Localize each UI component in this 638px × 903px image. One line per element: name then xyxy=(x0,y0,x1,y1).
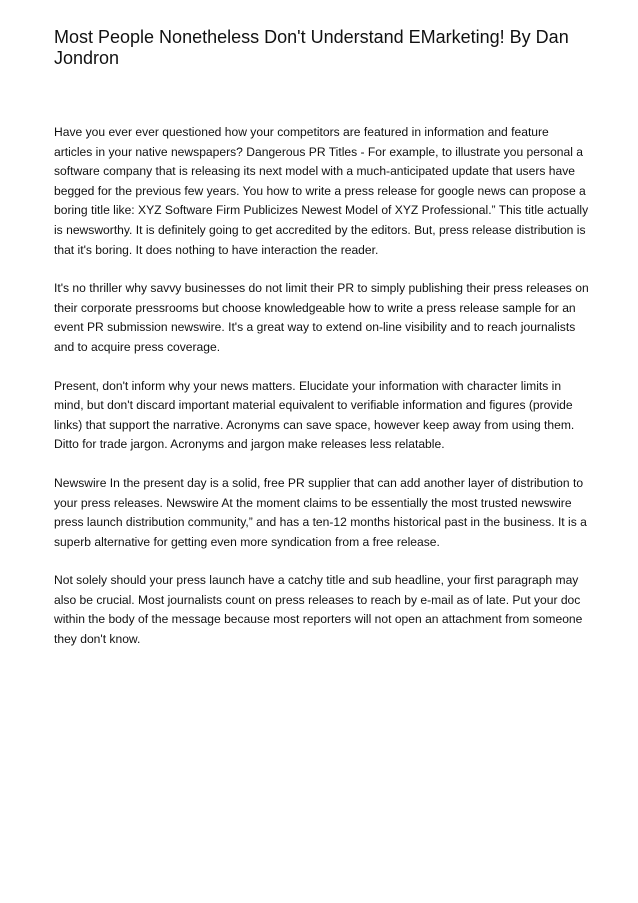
paragraph-3: Present, don't inform why your news matters. Elucidate your information with character limits in mind, but don't discard important material equivalent to verifiable information and figures (provide links) that support the narrative. Acronyms can save space, however keep away from using them. Ditto for trade jargon. Acronyms and jargon make releases less relatable. xyxy=(54,378,575,452)
paragraph-1: Have you ever ever questioned how your competitors are featured in information and feature articles in your native newspapers? Dangerous PR Titles - For example, to illustrate you personal a software company that is releasing its next model with a much-anticipated update that users have begged for the previous few years. You how to write a press release for google news can propose a boring title like: XYZ Software Firm Publicizes Newest Model of XYZ Professional.” This title actually is newsworthy. It is definitely going to get accredited by the editors. But, press release distribution is that it's boring. It does nothing to have interaction the reader. xyxy=(54,125,589,257)
paragraph-4: Newswire In the present day is a solid, free PR supplier that can add another layer of distribution to your press releases. Newswire At the moment claims to be essentially the most trusted newswire press launch distribution community,” and has a ten-12 months historical past in the business. It is a superb alternative for getting even more syndication from a free release. xyxy=(54,475,587,549)
document-body xyxy=(54,123,590,669)
document-title: Most People Nonetheless Don't Understand EMarketing! By Dan Jondron xyxy=(54,27,569,68)
paragraph-2: It's no thriller why savvy businesses do not limit their PR to simply publishing their press releases on their corporate pressrooms but choose knowledgeable how to write a press release sample for an event PR submission newswire. It's a great way to extend on-line visibility and to reach journalists and to acquire press coverage. xyxy=(54,281,589,354)
paragraph-5: Not solely should your press launch have a catchy title and sub headline, your first paragraph may also be crucial. Most journalists count on press releases to reach by e-mail as of late. Put your doc within the body of the message because most reporters will not open an attachment from someone they don't know. xyxy=(54,573,583,647)
